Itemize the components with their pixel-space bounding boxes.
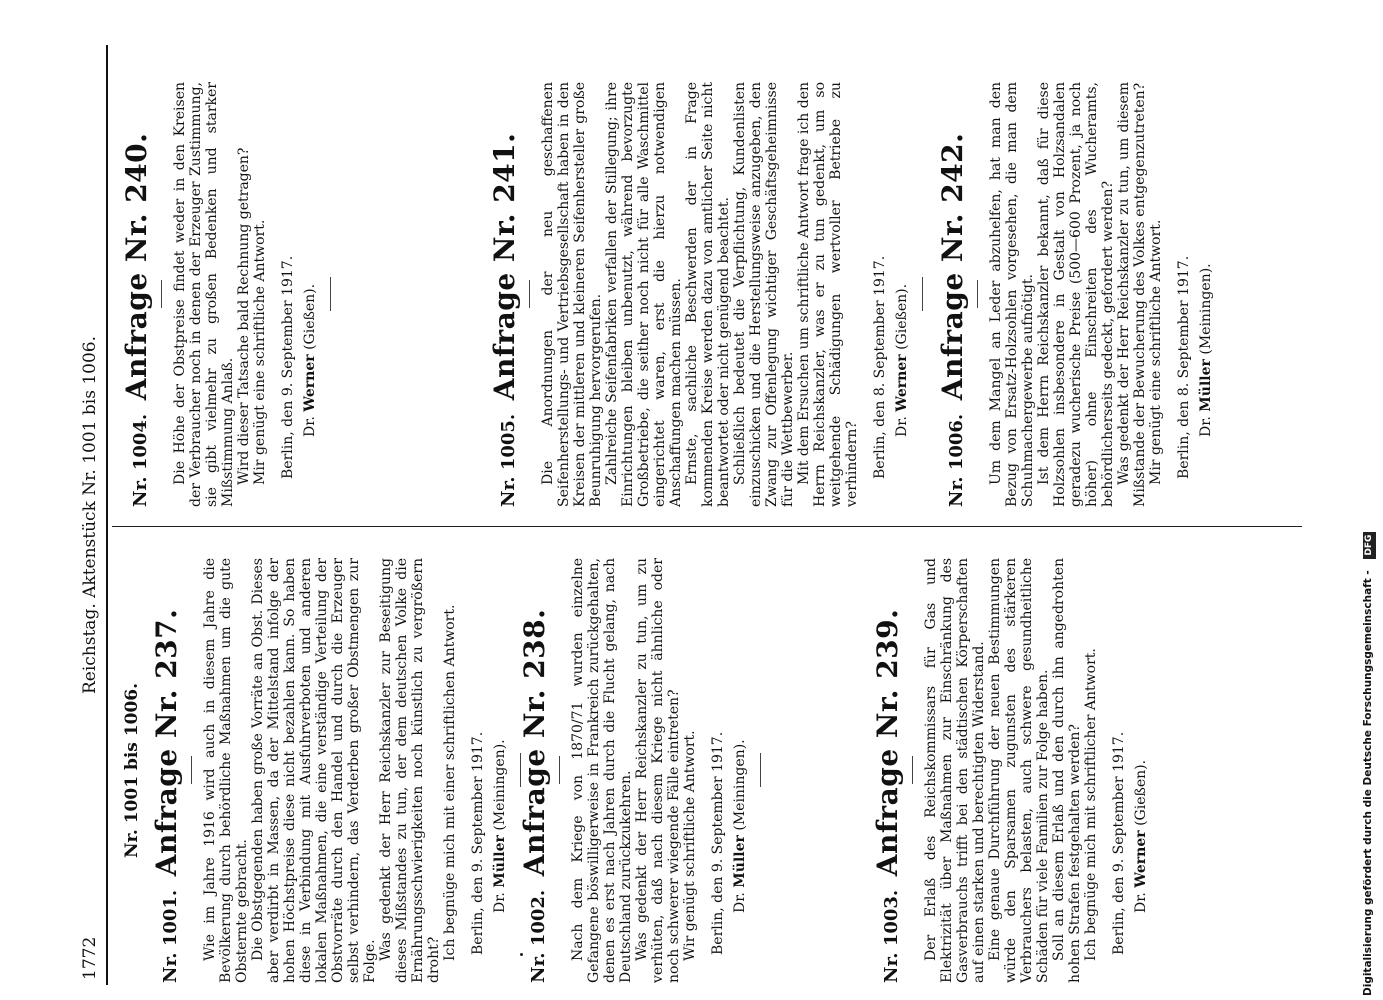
document-number: Nr. 1003. (881, 889, 902, 983)
digitization-note-text-wrap (1358, 6, 1378, 996)
signature-place: (Gießen). (1133, 759, 1149, 826)
document-number: Nr. 1006. (946, 413, 967, 507)
separator (760, 754, 761, 788)
document-1003 (871, 558, 1331, 983)
signature (732, 558, 748, 913)
signature-prefix: Dr. (302, 416, 318, 437)
paragraph: Nach dem Kriege von 1870/71 wurden einzelne Gefangene böswilligerweise in Frankreich zurückgehalten, denen es erst nach Jahren durch die Flucht gelang, nach Deutschland zurückzukehren. (570, 558, 634, 983)
signature-name: Müller (732, 835, 748, 888)
paragraph: Wie im Jahre 1916 wird auch in diesem Jahre die Bevölkerung durch behördliche Maßnahmen um die gute Obsternte gebracht. (202, 558, 250, 983)
document-date: Berlin, den 8. September 1917. (1176, 255, 1192, 479)
right-column (112, 82, 1302, 507)
document-1005 (488, 82, 928, 507)
paragraph: Mir genügt eine schriftliche Antwort. (252, 219, 268, 485)
dfg-logo: DFG (1363, 532, 1376, 559)
anfrage-title: Anfrage Nr. 242. (936, 132, 969, 401)
document-date: Berlin, den 9. September 1917. (1111, 731, 1127, 955)
anfrage-title: Anfrage Nr. 240. (120, 132, 153, 401)
paragraph: Zahlreiche Seifenfabriken verfallen der Stillegung; ihre Einrichtungen bleiben unbenutzt, während bevorzugte Großbetriebe, die seither noch nicht für alle Waschmittel eingerichtet waren, erst die hierzu notwendigen Anschaffungen machen müssen. (604, 82, 684, 507)
signature-name: Müller (1198, 359, 1214, 412)
paragraph: Mit dem Ersuchen um schriftliche Antwort frage ich den Herrn Reichskanzler, was er zu tun gedenkt, um so weitgehende Schädigungen wertvoller Betriebe zu verhindern? (796, 82, 860, 507)
signature-prefix: Dr. (1133, 892, 1149, 913)
paragraph: Die Anordnungen der neu geschaffenen Seifenherstellungs- und Vertriebsgesellschaft haben in den Kreisen der mittleren und kleineren Seifenhersteller große Beunruhigung hervorgerufen. (540, 82, 604, 507)
document-1006 (936, 82, 1316, 507)
paragraph: Eine genaue Durchführung der neuen Bestimmungen würde den Sparsamen zugunsten des stärkeren Verbrauchers belasten, auch schwere gesundheitliche Schäden für viele Familien zur Folge haben. (987, 558, 1051, 983)
signature (302, 82, 318, 437)
document-heading (150, 558, 183, 983)
signature (1133, 558, 1149, 913)
document-1002 (518, 558, 863, 983)
document-date: Berlin, den 9. September 1917. (710, 731, 726, 955)
separator (330, 278, 331, 312)
signature-name: Werner (302, 354, 318, 412)
anfrage-title: Anfrage Nr. 241. (488, 132, 521, 401)
signature-place: (Meiningen). (732, 739, 748, 831)
signature (1198, 82, 1214, 437)
signature-place: (Meiningen). (492, 739, 508, 831)
document-1001 (150, 558, 510, 983)
separator (161, 281, 162, 309)
document-heading (120, 82, 153, 507)
anfrage-title: Anfrage Nr. 239. (871, 608, 904, 877)
separator (922, 278, 923, 312)
paragraph: Der Erlaß des Reichskommissars für Gas und Elektrizität über Maßnahmen zur Einschränkung des Gasverbrauchs trifft bei den städtischen Körperschaften auf einen starken und berechtigten Widerstand. (923, 558, 987, 983)
page-title: Reichstag. Aktenstück Nr. 1001 bis 1006. (80, 335, 100, 695)
signature-place: (Gießen). (302, 283, 318, 350)
separator (977, 281, 978, 309)
separator (912, 757, 913, 785)
column-divider (112, 526, 1302, 527)
paragraph: Um dem Mangel an Leder abzuhelfen, hat man den Bezug von Ersatz-Holzsohlen vorgesehen, die man dem Schuhmachergewerbe aufnötigt. (988, 82, 1036, 507)
paragraph: Wir genügt schriftliche Antwort. (682, 730, 698, 961)
paragraph: Was gedenkt der Herr Reichskanzler zu tun, um diesem Mißstande der Bewucherung des Volkes entgegenzutreten? (1116, 82, 1148, 507)
scan-speck (520, 953, 523, 956)
anfrage-title: Anfrage Nr. 238. (518, 608, 551, 877)
anfrage-title: Anfrage Nr. 237. (150, 608, 183, 877)
paragraph: Die Obstgegenden haben große Vorräte an Obst. Dieses aber verdirbt in Massen, da der Mittelstand infolge der hohen Höchstpreise diese nicht bezahlen kann. So haben diese in Verbindung mit Ausfuhrverboten und anderen lokalen Maßnahmen, die eine verständige Verteilung der Obstvorräte durch den Handel und durch die Erzeuger selbst verhindern, das Verderben großer Obstmengen zur Folge. (250, 558, 378, 983)
document-heading (488, 82, 521, 507)
paragraph: Ernste, sachliche Beschwerden der in Frage kommenden Kreise werden dazu von amtlicher Seite nicht beantwortet oder nicht genügend beachtet. (684, 82, 732, 507)
document-heading (871, 558, 904, 983)
document-date: Berlin, den 9. September 1917. (470, 731, 486, 955)
digitization-note (1358, 6, 1378, 996)
document-1004 (120, 82, 480, 507)
document-date: Berlin, den 8. September 1917. (872, 255, 888, 479)
signature-place: (Meiningen). (1198, 263, 1214, 355)
document-date: Berlin, den 9. September 1917. (280, 255, 296, 479)
document-heading (936, 82, 969, 507)
rotated-page (80, 45, 1310, 985)
paragraph: Ist dem Herrn Reichskanzler bekannt, daß für diese Holzsohlen insbesondere in Gestalt von Holzsandalen geradezu wucherische Preise (500—600 Prozent, ja noch höher) ohne Einschreiten des Wucheramts, behördlicherseits gedeckt, gefordert werden? (1036, 82, 1116, 507)
left-column (112, 558, 1302, 983)
separator (191, 757, 192, 785)
paragraph: Mir genügt eine schriftliche Antwort. (1148, 219, 1164, 485)
signature (492, 558, 508, 913)
signature-name: Müller (492, 835, 508, 888)
signature (894, 82, 910, 437)
page-header (80, 45, 108, 985)
separator (559, 757, 560, 785)
paragraph: Schließlich bedeutet die Verpflichtung, Kundenlisten einzuschicken und die Herstellungsweise anzugeben, den Zwang zur Offenlegung wichtiger Geschäftsgeheimnisse für die Wettbewerber. (732, 82, 796, 507)
paragraph: Ich begnüge mich mit schriftlicher Antwort. (1083, 648, 1099, 961)
paragraph: Was gedenkt der Herr Reichskanzler zur Beseitigung dieses Mißstandes zu tun, der dem deutschen Volke die Ernährungsschwierigkeiten noch künstlich zu vergrößern droht? (378, 558, 442, 983)
paragraph: Wird dieser Tatsache bald Rechnung getragen? (236, 147, 252, 485)
document-number: Nr. 1004. (130, 413, 151, 507)
document-heading (518, 558, 551, 983)
document-number: Nr. 1005. (498, 413, 519, 507)
paragraph: Die Höhe der Obstpreise findet weder in den Kreisen der Verbraucher noch in denen der Erzeuger Zustimmung, sie gibt vielmehr zu großen Bedenken und starker Mißstimmung Anlaß. (172, 82, 236, 507)
document-number: Nr. 1001. (160, 889, 181, 983)
signature-prefix: Dr. (894, 416, 910, 437)
document-range: Nr. 1001 bis 1006. (122, 682, 142, 859)
paragraph: Was gedenkt der Herr Reichskanzler zu tun, um zu verhüten, daß nach diesem Kriege nicht ähnliche oder noch schwerer wiegende Fälle eintreten? (634, 558, 682, 983)
separator (529, 281, 530, 309)
signature-name: Werner (1133, 830, 1149, 888)
signature-place: (Gießen). (894, 283, 910, 350)
page-number: 1772 (80, 936, 100, 980)
signature-prefix: Dr. (492, 892, 508, 913)
paragraph: Soll an diesem Erlaß und den durch ihn angedrohten hohen Strafen festgehalten werden? (1051, 558, 1083, 983)
signature-prefix: Dr. (732, 892, 748, 913)
document-number: Nr. 1002. (528, 889, 549, 983)
digitization-note-text: Digitalisierung gefördert durch die Deutsche Forschungsgemeinschaft - (1362, 570, 1374, 996)
signature-prefix: Dr. (1198, 416, 1214, 437)
signature-name: Werner (894, 354, 910, 412)
paragraph: Ich begnüge mich mit einer schriftlichen Antwort. (442, 604, 458, 961)
